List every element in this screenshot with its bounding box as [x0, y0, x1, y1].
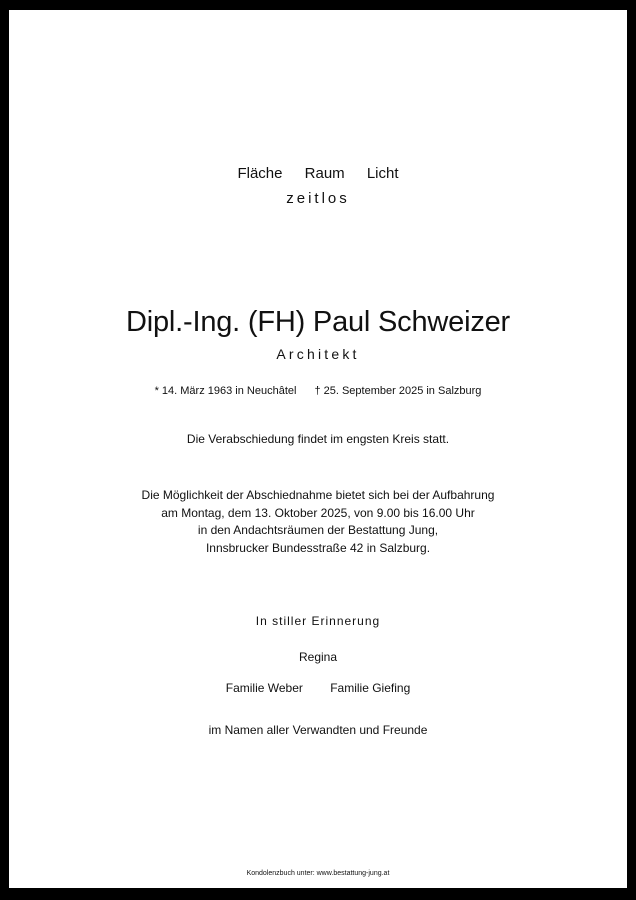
motto-word: Raum	[304, 165, 345, 182]
motto-words	[9, 165, 627, 182]
mourners-closing: im Namen aller Verwandten und Freunde	[208, 723, 428, 737]
mourner-name: Regina	[298, 650, 338, 664]
life-dates	[9, 385, 627, 397]
farewell-notice: Die Verabschiedung findet im engsten Kreis statt.	[186, 432, 450, 446]
deceased-profession: Architekt	[276, 346, 360, 362]
motto-subline: zeitlos	[286, 190, 350, 207]
deceased-name: Dipl.-Ing. (FH) Paul Schweizer	[126, 306, 510, 338]
motto-word: Licht	[366, 165, 399, 182]
motto-word: Fläche	[237, 165, 283, 182]
obituary-card	[9, 10, 627, 888]
family-name: Familie Giefing	[330, 681, 411, 695]
viewing-line: Die Möglichkeit der Abschiednahme bietet sich bei der Aufbahrung	[141, 488, 495, 502]
memory-intro: In stiller Erinnerung	[255, 614, 381, 628]
death-date: † 25. September 2025 in Salzburg	[314, 385, 482, 397]
viewing-line: Innsbrucker Bundesstraße 42 in Salzburg.	[205, 540, 431, 555]
mourner-families	[9, 681, 627, 695]
birth-date: * 14. März 1963 in Neuchâtel	[154, 385, 297, 397]
viewing-line: am Montag, dem 13. Oktober 2025, von 9.00 bis 16.00 Uhr	[161, 505, 475, 520]
family-name: Familie Weber	[225, 681, 303, 695]
viewing-line: in den Andachtsräumen der Bestattung Jung,	[197, 523, 439, 537]
condolence-link[interactable]: Kondolenzbuch unter: www.bestattung-jung.at	[246, 870, 390, 877]
viewing-notice	[9, 487, 627, 557]
